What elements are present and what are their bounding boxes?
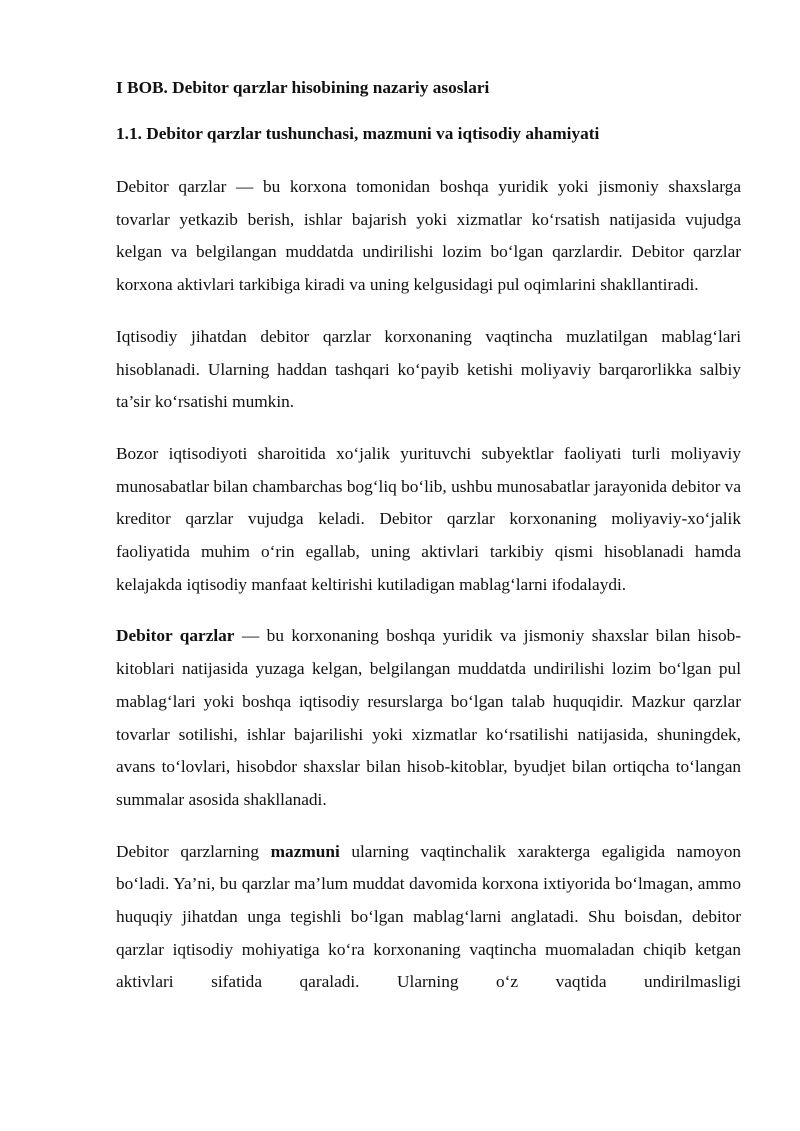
bold-term: Debitor qarzlar	[116, 626, 235, 646]
bold-term: mazmuni	[270, 841, 340, 861]
chapter-title: I BOB. Debitor qarzlar hisobining nazariy asoslari	[116, 78, 490, 97]
paragraph-economic-aspect	[116, 321, 741, 419]
paragraph-text: Bozor iqtisodiyoti sharoitida xo‘jalik yurituvchi subyektlar faoliyati turli moliyaviy munosabatlar bilan chambarchas bog‘liq bo‘lib, ushbu munosabatlar jarayonida debitor va kreditor qarzlar vujudga keladi. Debitor qarzlar korxonaning moliyaviy-xo‘jalik faoliyatida muhim o‘rin egallab, uning aktivlari tarkibiy qismi hisoblanadi hamda kelajakda iqtisodiy manfaat keltirishi kutiladigan mablag‘larni ifodalaydi.	[116, 443, 741, 594]
paragraph-lead-text: Debitor qarzlarning	[116, 841, 271, 861]
document-page	[116, 76, 741, 1018]
paragraph-definition	[116, 171, 741, 302]
section-title: 1.1. Debitor qarzlar tushunchasi, mazmuni va iqtisodiy ahamiyati	[116, 124, 600, 143]
paragraph-text: ularning vaqtinchalik xarakterga egaligida namoyon bo‘ladi. Ya’ni, bu qarzlar ma’lum muddat davomida korxona ixtiyorida bo‘lmagan, ammo huquqiy jihatdan unga tegishli bo‘lgan mablag‘larni anglatadi. Shu boisdan, debitor qarzlar iqtisodiy mohiyatiga ko‘ra korxonaning vaqtincha muomaladan chiqib ketgan aktivlari sifatida qaraladi. Ularning o‘z vaqtida undirilmasligi	[116, 841, 741, 992]
paragraph-content	[116, 836, 741, 1000]
paragraph-text: Debitor qarzlar — bu korxona tomonidan boshqa yuridik yoki jismoniy shaxslarga tovarlar yetkazib berish, ishlar bajarish yoki xizmatlar ko‘rsatish natijasida vujudga kelgan va belgilangan muddatda undirilishi lozim bo‘lgan qarzlardir. Debitor qarzlar korxona aktivlari tarkibiga kiradi va uning kelgusidagi pul oqimlarini shakllantiradi.	[116, 177, 741, 295]
paragraph-text: Iqtisodiy jihatdan debitor qarzlar korxonaning vaqtincha muzlatilgan mablag‘lari hisoblanadi. Ularning haddan tashqari ko‘payib ketishi moliyaviy barqarorlikka salbiy ta’sir ko‘rsatishi mumkin.	[116, 326, 741, 412]
paragraph-market-economy	[116, 438, 741, 602]
paragraph-bold-definition	[116, 620, 741, 816]
paragraph-text: — bu korxonaning boshqa yuridik va jismoniy shaxslar bilan hisob-kitoblari natijasida yuzaga kelgan, belgilangan muddatda undirilishi lozim bo‘lgan pul mablag‘lari yoki boshqa iqtisodiy resurslarga bo‘lgan talab huquqidir. Mazkur qarzlar tovarlar sotilishi, ishlar bajarilishi yoki xizmatlar ko‘rsatilishi natijasida, shuningdek, avans to‘lovlari, hisobdor shaxslar bilan hisob-kitoblar, byudjet bilan ortiqcha to‘langan summalar asosida shakllanadi.	[116, 626, 742, 809]
